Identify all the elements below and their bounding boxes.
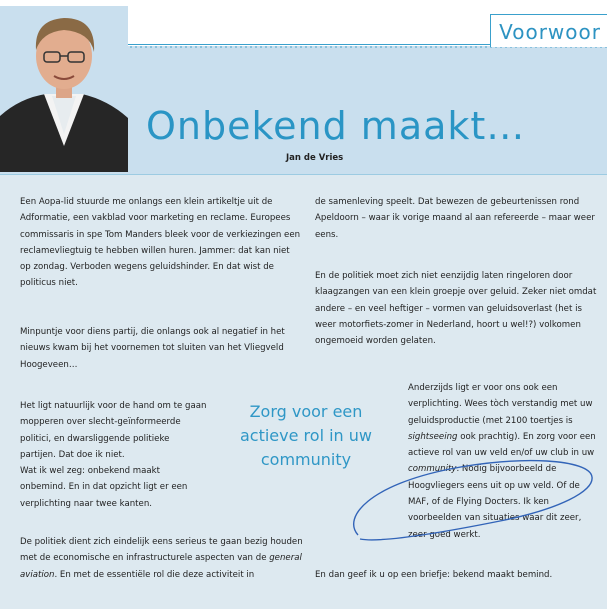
left-column-p2 [20,324,303,373]
section-tag: Voorwoor [499,20,601,44]
right-column-p2 [315,268,597,349]
paragraph: Een Aopa-lid stuurde me onlangs een klein artikeltje uit de Adformatie, een vakblad voor marketing en reclame. Europees commissaris in spe Tom Manders bleek voor de verkiezingen een reclamevliegtuig te hebben willen huren. Jammer: dat kan niet op zondag. Verboden wegens geluidshinder. En dat wist de politicus niet. [20,197,301,289]
pull-quote-line: Zorg voor een [249,402,363,421]
right-column-p1 [315,194,597,243]
pen-circle-annotation [340,455,602,551]
paragraph: En de politiek moet zich niet eenzijdig laten ringeloren door klaagzangen van een klein groepje over geluid. Zeker niet omdat andere – en veel heftiger – vormen van geluidsoverlast (het is weer motorfiets-zomer in Nederland, hoort u wel!?) volkomen ongemoeid worden gelaten. [315,271,597,347]
page-title: Onbekend maakt… [146,104,526,148]
paragraph: Wat ik wel zeg: onbekend maakt onbemind. En in dat opzicht ligt er een verplichting naar twee kanten. [20,466,188,509]
author-portrait [0,6,128,172]
author-portrait-image [0,6,128,172]
text-run-italic: general aviation [20,553,302,580]
text-run: Anderzijds ligt er voor ons ook een verplichting. Wees tòch verstandig met uw geluidsproductie (met 2100 toertjes is [408,383,593,426]
paragraph: Minpuntje voor diens partij, die onlangs ook al negatief in het nieuws kwam bij het voornemen tot sluiten van het Vliegveld Hoogeveen… [20,327,285,370]
pull-quote-line: community [260,450,352,469]
text-run-italic: sightseeing [408,431,458,442]
paragraph [20,534,303,583]
text-run: ook prachtig). En zorg voor een actieve rol van uw veld en/of uw club in uw [408,431,596,459]
left-column-p4 [20,534,303,583]
paragraph: de samenleving speelt. Dat bewezen de gebeurtenissen rond Apeldoorn – waar ik vorige maand al aan refereerde – maar weer eens. [315,197,595,240]
text-run: . Nodig bijvoorbeeld de Hoogvliegers eens uit op uw veld. Of de MAF, of de Flying Docters. Ik ken voorbeelden van situaties waar dit zeer, zeer goed werkt. [408,464,582,540]
text-run: De politiek dient zich eindelijk eens serieus te gaan bezig houden met de economische en infrastructurele aspecten van de [20,537,303,564]
pull-quote-line: actieve rol in uw [239,426,372,445]
header-band [0,0,607,175]
text-run: . En met de essentiële rol die deze activiteit in [54,569,255,580]
paragraph: En dan geef ik u op een briefje: bekend maakt bemind. [315,570,553,580]
text-run-italic: community [408,464,457,475]
right-column-p4 [315,567,597,583]
left-column-p1 [20,194,303,292]
paragraph: Het ligt natuurlijk voor de hand om te gaan mopperen over slecht-geïnformeerde politici, en dwarsliggende politieke partijen. Dat doe ik niet. [20,401,207,460]
left-column-p3 [20,398,208,512]
author-name: Jan de Vries [286,153,344,163]
